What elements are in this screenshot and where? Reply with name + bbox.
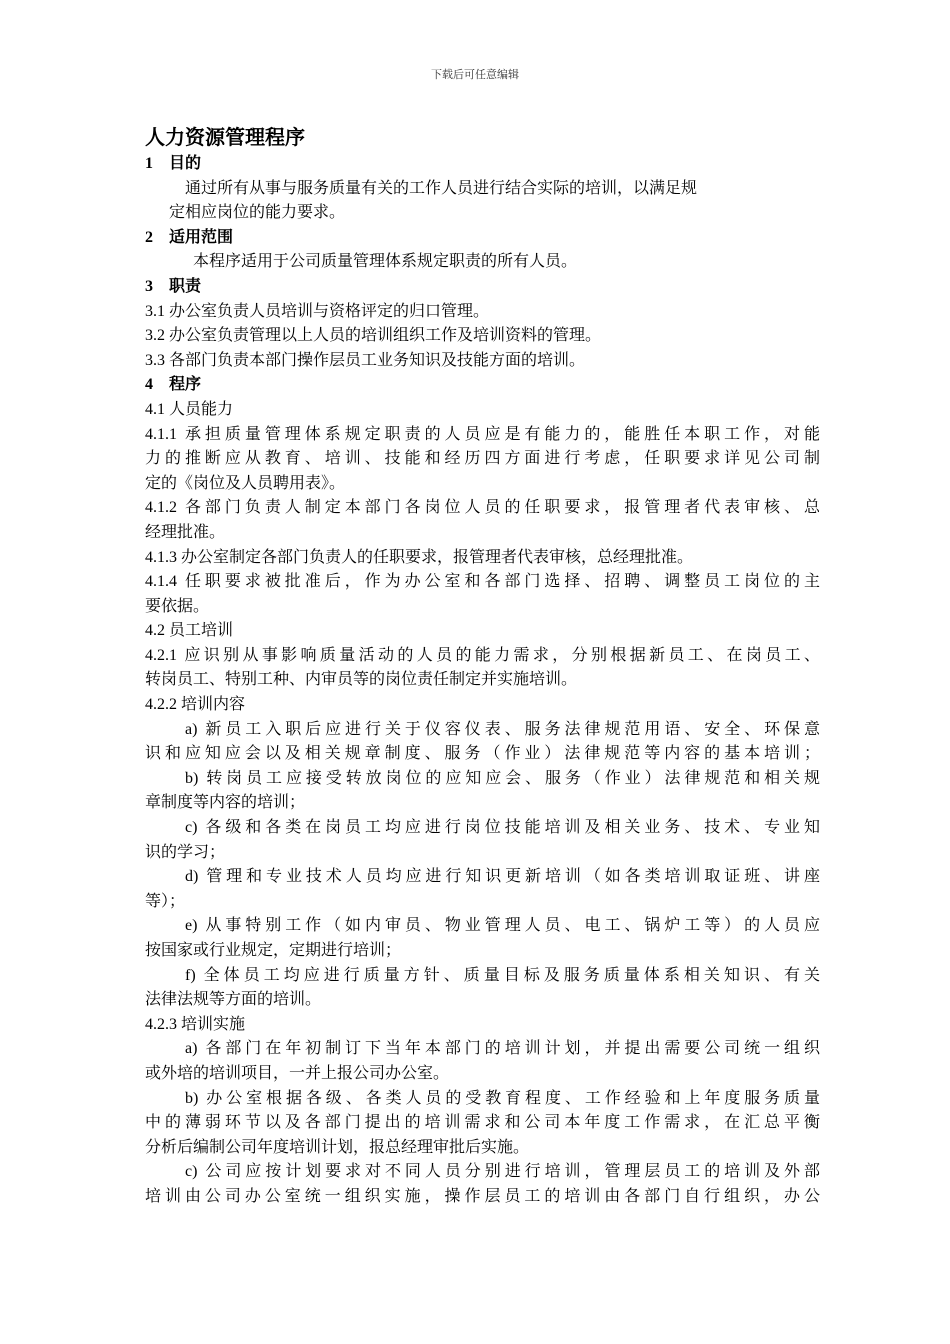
section-heading: 1 目的 (145, 155, 202, 172)
list-item-line: 章制度等内容的培训； (145, 794, 306, 812)
paragraph-line: 4.1.1 承担质量管理体系规定职责的人员应是有能力的，能胜任本职工作，对能 (145, 425, 820, 443)
paragraph-line: 定的《岗位及人员聘用表》。 (145, 474, 346, 492)
list-item-line: 培训由公司办公室统一组织实施，操作层员工的培训由各部门自行组织，办公 (145, 1187, 820, 1205)
paragraph-line: 力的推断应从教育、培训、技能和经历四方面进行考虑，任职要求详见公司制 (145, 450, 820, 468)
subsection-heading: 4.2.3 培训实施 (145, 1015, 246, 1033)
document-title: 人力资源管理程序 (145, 127, 305, 149)
section-heading: 3 职责 (145, 277, 202, 295)
paragraph-line: 4.1.4 任职要求被批准后，作为办公室和各部门选择、招聘、调整员工岗位的主 (145, 573, 820, 591)
document-body (145, 124, 820, 1210)
paragraph-line: 3.2 办公室负责管理以上人员的培训组织工作及培训资料的管理。 (145, 327, 602, 345)
list-item-line: 中的薄弱环节以及各部门提出的培训需求和公司本年度工作需求，在汇总平衡 (145, 1114, 820, 1132)
paragraph-line: 转岗员工、特别工种、内审员等的岗位责任制定并实施培训。 (145, 671, 578, 689)
page-header: 下载后可任意编辑 (431, 68, 519, 81)
list-item-line: d) 管理和专业技术人员均应进行知识更新培训（如各类培训取证班、讲座 (185, 868, 820, 886)
paragraph-line: 通过所有从事与服务质量有关的工作人员进行结合实际的培训，以满足规 (185, 179, 698, 197)
section-heading: 2 适用范围 (145, 228, 234, 246)
list-item-line: 识和应知应会以及相关规章制度、服务（作业）法律规范等内容的基本培训； (145, 745, 820, 763)
list-item-line: a) 各部门在年初制订下当年本部门的培训计划，并提出需要公司统一组织 (185, 1040, 820, 1058)
subsection-heading: 4.2.2 培训内容 (145, 696, 246, 714)
list-item-line: f) 全体员工均应进行质量方针、质量目标及服务质量体系相关知识、有关 (185, 966, 820, 984)
list-item-line: 等）； (145, 892, 186, 910)
paragraph-line: 定相应岗位的能力要求。 (169, 204, 346, 222)
subsection-heading: 4.1 人员能力 (145, 400, 234, 418)
list-item-line: 或外培的培训项目，一并上报公司办公室。 (145, 1064, 450, 1082)
list-item-line: a) 新员工入职后应进行关于仪容仪表、服务法律规范用语、安全、环保意 (185, 720, 820, 738)
paragraph-line: 要依据。 (145, 597, 210, 615)
paragraph-line: 本程序适用于公司质量管理体系规定职责的所有人员。 (193, 253, 578, 271)
paragraph-line: 4.1.2 各部门负责人制定本部门各岗位人员的任职要求，报管理者代表审核、总 (145, 499, 820, 517)
subsection-heading: 4.2 员工培训 (145, 622, 234, 640)
section-heading: 4 程序 (145, 376, 202, 394)
list-item-line: e) 从事特别工作（如内审员、物业管理人员、电工、锅炉工等）的人员应 (185, 917, 820, 935)
list-item-line: b) 转岗员工应接受转放岗位的应知应会、服务（作业）法律规范和相关规 (185, 769, 820, 787)
list-item-line: 识的学习； (145, 843, 226, 861)
paragraph-line: 3.1 办公室负责人员培训与资格评定的归口管理。 (145, 302, 490, 320)
list-item-line: c) 各级和各类在岗员工均应进行岗位技能培训及相关业务、技术、专业知 (185, 819, 820, 837)
list-item-line: 分析后编制公司年度培训计划，报总经理审批后实施。 (145, 1138, 530, 1156)
paragraph-line: 经理批准。 (145, 523, 226, 541)
list-item-line: 按国家或行业规定，定期进行培训； (145, 942, 402, 959)
paragraph-line: 4.2.1 应识别从事影响质量活动的人员的能力需求，分别根据新员工、在岗员工、 (145, 646, 820, 664)
paragraph-line: 4.1.3 办公室制定各部门负责人的任职要求，报管理者代表审核，总经理批准。 (145, 548, 694, 566)
list-item-line: c) 公司应按计划要求对不同人员分别进行培训，管理层员工的培训及外部 (185, 1163, 820, 1181)
list-item-line: b) 办公室根据各级、各类人员的受教育程度、工作经验和上年度服务质量 (185, 1089, 820, 1107)
list-item-line: 法律法规等方面的培训。 (145, 991, 322, 1009)
paragraph-line: 3.3 各部门负责本部门操作层员工业务知识及技能方面的培训。 (145, 351, 586, 369)
